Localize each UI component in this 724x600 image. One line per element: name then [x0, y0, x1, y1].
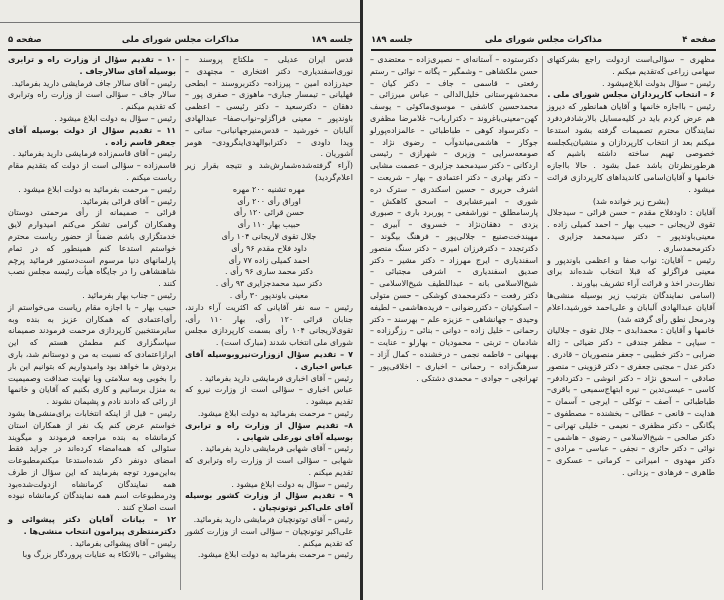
section-heading: ۱۱ – تقدیم سؤال از دولت بوسیله آقای جعفر قاسم زاده . [8, 125, 176, 147]
session-number: جلسه ۱۸۹ [311, 35, 353, 45]
paragraph: داود فلاح مقدم ۹۶ رأی [231, 243, 307, 253]
paragraph: پیشوائی – بالاتکاء به عنایات پروردگار بزرگ وبا [22, 550, 176, 560]
paragraph: احمد کمیلی زاده ۷۷ رأی [228, 255, 310, 265]
paragraph: رئیس – آقای قرائی بفرمائید. [80, 196, 176, 206]
paragraph: دکتر سید محمدجزایری ۹۳ رأی . [215, 279, 323, 289]
paragraph: (آراء گرفته‌شده‌شمارش‌شد و نتیجه‌ بقرار زیر اعلام‌گردید) [185, 161, 353, 182]
paragraph: قاسم‌زاده – سؤالی است از دولت که بتقدیم مقام ریاست میکنم . [8, 161, 176, 182]
paragraph: رئیس – سؤال بدولت ابلاغ‌میشود . [602, 78, 715, 88]
text-column [547, 54, 715, 479]
paragraph: رئیس – جناب بهار بفرمائید . [82, 290, 176, 300]
paragraph: قدس ایران عدیلی – ملکتاج پروسند – نوری‌اسفندیاری– دکتر افتخاری – مجتهدی – حیدرزاده امین – پیرزاده– دکتربروسند – ابطحی فهلیانی – تیمسار جباری– ماهوزی – صفری پور – دهقان – دکترسعید – دکتر رئیسی – اعظمی باوندپور – معینی فراگزلو–نواب‌صفا– عبدالهادی آلبابان – خورشید – قدس‌منیرجهانبانی– ساتی – ویدا داودی – دکترابوالهدی‌اینگرودی– هومر آشوریان . [185, 55, 353, 159]
column-divider [180, 56, 181, 590]
paragraph: رئیس – مرحمت بفرمائید به دولت ابلاغ میشود. [197, 550, 353, 560]
paragraph: (بشرح زیر خوانده شد) [592, 196, 670, 206]
paragraph: رئیس – قبل از اینکه انتخابات برای‌منشی‌ها بشود خواستم عرض کنم یک نفر از همکاران استان کرمانشاه به بنده مراجعه فرمودند و میگویند سئوالی که همه‌امضاء کرده‌اند در جراید فقط امضای دونفر ذکر شده‌استدعا میکنم‌مطبوعات به‌این‌مورد توجه بفرمایند که این سؤال از طرف همه نمایندگان کرمانشاه ازدولت‌شده‌بود ودرمطبوعات اسم همه نمایندگان کرمانشاه نبوده است اصلاح کنند . [8, 408, 176, 513]
paragraph: رئیس – سه نفر آقایانی که اکثریت آراء دارند، جنابان قرائی ۱۲۰ رأی، بهار ۱۱۰ رأی، تقوی‌لاریجانی ۱۰۴ رأی بسمت کارپردازی مجلس شورای ملی انتخاب شدند (مبارک است) . [185, 302, 353, 348]
section-heading: ۱۰ – تقدیم سؤال از وزارت راه و ترابری بوسیله آقای سالارجاف . [8, 55, 176, 76]
paragraph: دکترستوده – آستانه‌ای – نصیری‌زاده – معتضدی – حسن ملکشاهی – وشمگیر – یگانه – نوائی – رستم رفعتی – قاسمی – جاف – دکتر کیان – محمدشهرستانی خلیل‌الدالی – عباس میرزائی – محمدحسین کاشفی – موسوی‌ماکوئی – یوسف کهن–معینی‌باغروند – دکترارباب– غلامرضا مظفری – دکترسواد کوهی – طباطبائی – عالمزاده‌پورلو جوکار – هاشمی‌میاندوآب – رضوی نژاد – صومعه‌سرایی – وزیری – شهرازی – رئیسی اردکانی – دکتر سیدمحمد جزایری – عصمت مشایی – دکتر بهادری – دکتر اعتمادی – بهار – شریعت – اشرف حریری – حسین اسکندری – سترک دره شوری – امیرعشایری – اسحق کاهکش – پارسامطلق – نوراشفعی – پوربرد باری – صبوری یزدی – دهقان‌نژاد – خسروی – آبیری – مهیندخت‌صنیع – جلالی‌پور – فرهنگ بیگوند – دکترتجدد – دکترفرزان امیری – دکتر سنگ منصور اسفندیاری – ایرج مهرزاد – دکتر مشیر – دکتر صدیق اسفندیاری – اشرفی مجتبائی – شیخ‌الاسلامی بانه – عبداللطیف شیخ‌الاسلامی – دکتر رفعت – دکترمحمدی کوشکی – حسن متولی – اسکوئیان – دکتررضوانی – فریده‌هاشمی – لطیفه وحیدی – جهانشاهی – عزیزه علم – بهرسند – دکتر رحمانی – خلیل زاده – دوانی – بنائی – رزگرزاده – شادمان – تربتی – محمودیان – بهارلو – عنایت – بهبهانی – فاطمه نجمی – درخشنده – کمال آزاد – سرهنگ‌زاده – رحمانی – اخباری – اخلاقی‌پور – تهرانچی – جوادی – محمدی دشتکی . [370, 55, 538, 383]
paragraph: معینی باوندپور ۳۰ رأی . [229, 290, 309, 300]
paragraph: اوراق رأی ۲۰۰ رأی [237, 196, 301, 206]
page-number: صفحه ۵ [8, 35, 42, 45]
paragraph: رئیس – مرحمت بفرمائید به دولت ابلاغ میشود. [197, 408, 353, 418]
paragraph: شهابی – سؤالی است از وزارت راه وترابری که تقدیم میکنم . [185, 456, 353, 477]
paragraph: عباس اخباری – سؤالی است از وزارت نیرو که تقدیم میشود . [185, 385, 353, 407]
page-left [0, 0, 361, 600]
paragraph: رئیس – بااجازه خانمها و آقایان همانطور که دیروز هم عرض کردم باید در کلیه‌مسایل بالارشادفردفرد نمایندگان محترم تصمیمات گرفته بشود استدعا میکنم بعد از انتخاب کارپردازان و منشیان‌یکجلسه خصوصی تهیم ساخته داشته باشیم که هرطورنظرتان باشد عمل بشود . حالا بااجازه خانمها و آقایان‌اسامی کاندیداهای کارپردازی قرائت میشود . [547, 102, 715, 194]
section-heading: ۷ – تقدیم سؤال ازوزارت‌نیروبوسیله آقای عباس اخباری . [185, 349, 353, 371]
text-column [8, 54, 176, 561]
page-title: مذاکرات مجلس شورای ملی [484, 35, 603, 45]
paragraph: علی‌اکبر توتونچیان – سؤالی است از وزارت کشور که تقدیم میکنم . [185, 526, 353, 548]
paragraph: رئیس – آقای پیشوائی بفرمائید . [70, 538, 176, 548]
paragraph: جلال تقوی لاریجانی ۱۰۴ رأی [221, 231, 317, 241]
paragraph: (اسامی نمایندگان بترتیب زیر بوسیله منشی‌ها آقایان عبدالهادی آلبابان و علی‌احمد خورشید،اعلام ودرمحل نطق رأی گرفته شد) [547, 290, 715, 324]
section-heading: ۱۲ – بیانات آقایان دکتر پیشوائی و دکترمنتظری پیرامون انتخاب منشی‌ها . [8, 515, 176, 536]
section-heading: ۸– تقدیم سؤال از وزارت راه و ترابری بوسیله آقای نورعلی شهابی . [185, 420, 353, 442]
paragraph: رئیس – مرحمت بفرمائید به دولت ابلاغ میشود . [18, 184, 176, 194]
session-number: جلسه ۱۸۹ [371, 35, 413, 45]
paragraph: سالار جاف – سؤالی است از وزارت راه وترابری که تقدیم میکنم . [8, 90, 176, 112]
column-divider [542, 56, 543, 590]
section-heading: ۶ – انتخاب کارپردازان مجلس شورای ملی . [547, 90, 715, 100]
text-column [370, 54, 538, 384]
section-heading: ۹ – تقدیم سؤال از وزارت کشور بوسیله آقای علی‌اکبر توتونچیان . [185, 491, 353, 513]
page-header [371, 32, 716, 48]
paragraph: رئیس – آقای توتونچیان فرمایشی دارید بفرمائید. [193, 515, 353, 525]
paragraph: قرائی – صمیمانه از رأی مرحمتی دوستان وهمکاران گرامی تشکر می‌کنم امیدوارم لایق خدمتگزاری باشم ضمناً از حضور ریاست محترم خواستم استدعا کنم همینطور که در تمام پارلمانهای دنیا مرسوم است‌دستور فرمائید پرچم شاهنشاهی را در جایگاه هیأت رئیسه مجلس نصب کنند . [8, 208, 176, 289]
paragraph: دکتر محمد ساری ۹۶ رأی . [225, 267, 313, 277]
paragraph: رئیس – آقای اخباری فرمایشی دارید بفرمائید . [199, 373, 353, 383]
paragraph: رئیس – آقای قاسم‌زاده فرمایشی دارید بفرمائید . [12, 149, 176, 159]
header-divider [8, 49, 353, 51]
page-title: مذاکرات مجلس شورای ملی [121, 35, 240, 45]
paragraph: مظهری – سؤالی‌است ازدولت راجع بشرکتهای سهامی زراعی که‌تقدیم میکنم . [547, 55, 715, 76]
paragraph: رئیس – آقایان: نواب صفا و اعظمی باوندپور و معینی فراگزلو که قبلا انتخاب شده‌اند برای نظارت‌در اخذ و قرائت آراء تشریف بیاورند . [547, 255, 715, 289]
paragraph: رئیس – سؤال به دولت ابلاغ میشود . [54, 113, 176, 123]
paragraph: رئیس – سؤال به دولت ابلاغ میشود . [231, 479, 353, 489]
paragraph: خانمها و آقایان : محمدابدی – جلال تقوی – جلالیان – سیاپی – مظفر جندقی – دکتر ضیائی – ژاله ضرابی – دکتر خطیبی – جعفر منصوریان – قادری . دکتر عدل – مجتبی جعفری – دکتر قزوینی – منصور صادقی – اسحق نژاد – دکتر انوشی – دکتردادفر– کاسی – عیسی‌تدین – نیره ابتهاج‌سمیعی – باقری– طباطبائی – آصف – توکلی – ایرجی – آسمان – هدایت – قانعی – عطائی – بخشنده – مصطفوی – یگانگی – دکتر مظفری – نعیمی – خلیلی تهرانی – دکتر صالحی – شیخ‌الاسلامی – رضوی – هاشمی – نوائی – دکتر حائری – نجفی – عباسی – مرادی – دکتر مهدوی – امیرانی – کرمانی – عسکری – طاهری – فرهادی – یزدانی . [547, 326, 715, 477]
scan-edge-line [0, 22, 361, 23]
paragraph: مهره تشنیه ۲۰۰ مهره [232, 184, 306, 194]
paragraph: آقایان : داودفلاح مقدم – حسن قرائی – سیدجلال تقوی لاریجانی – حبیب بهار – احمد کمیلی زاده . معینی‌باوندپور – دکتر سیدمحمد جزایری . دکترمحمدساری . [547, 208, 715, 253]
paragraph: رئیس – آقای شهابی فرمایشی دارید بفرمائید . [200, 444, 353, 454]
paragraph: حبیب بهار ۱۱۰ رأی [237, 220, 301, 230]
text-column [185, 54, 353, 561]
paragraph: حسن قرائی ۱۲۰ رأی [233, 208, 305, 218]
paragraph: حبیب بهار – با اجازه مقام ریاست می‌خواستم از رأی‌اعتمادی که همکاران عزیز به بنده وبه سایرمنتخبین کارپردازی مرحمت فرمودند صمیمانه سپاسگزاری کنم مطمئن هستم که این ابرازاعتمادی که نسبت به من و دوستانم شد، باری بردوش ما خواهد بود وامیدواریم که بتوانیم این بار را بخوبی وبه سلامتی وبا نهایت صداقت وصمیمیت به منزل برسانیم و کاری بکنیم که آقایان و خانمها از رائی که دادند نادم و پشیمان نشوند . [8, 302, 176, 407]
page-number: صفحه ۴ [682, 35, 716, 45]
paragraph: رئیس – آقای سالار جاف فرمایشی دارید بفرمائید. [11, 78, 176, 88]
page-right [363, 0, 724, 600]
header-divider [371, 49, 716, 51]
page-header [8, 32, 353, 48]
